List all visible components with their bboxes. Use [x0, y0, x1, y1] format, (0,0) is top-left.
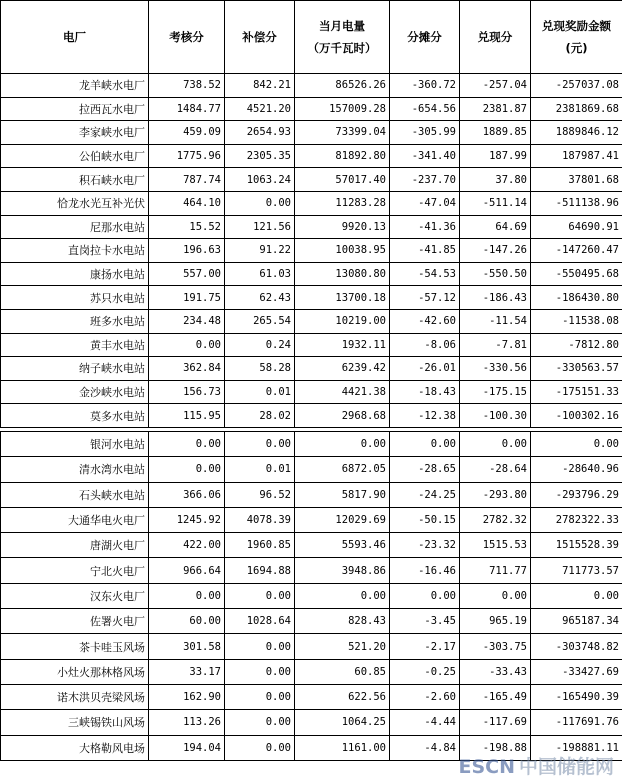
cell-assessment-score: 33.17 [149, 659, 225, 684]
header-monthly-energy-label: 当月电量 [319, 19, 365, 33]
cell-plant-name: 唐湖火电厂 [1, 533, 149, 558]
table-row [1, 286, 622, 310]
cell-allocation-score: 0.00 [390, 432, 460, 457]
cell-settlement-score: -303.75 [460, 634, 531, 659]
header-monthly-energy-unit: （万千瓦时） [307, 41, 377, 55]
cell-plant-name: 石头峡水电站 [1, 482, 149, 507]
cell-assessment-score: 0.00 [149, 457, 225, 482]
cell-assessment-score: 422.00 [149, 533, 225, 558]
cell-reward-amount: -33427.69 [531, 659, 622, 684]
table-row [1, 144, 622, 168]
cell-settlement-score: 1515.53 [460, 533, 531, 558]
table-row [1, 659, 622, 684]
cell-allocation-score: -2.17 [390, 634, 460, 659]
cell-settlement-score: -175.15 [460, 380, 531, 404]
cell-reward-amount: 0.00 [531, 583, 622, 608]
cell-assessment-score: 196.63 [149, 239, 225, 263]
cell-plant-name: 小灶火那林格风场 [1, 659, 149, 684]
header-settlement-score: 兑现分 [460, 1, 531, 74]
cell-settlement-score: 2782.32 [460, 507, 531, 532]
cell-compensation-score: 61.03 [225, 262, 295, 286]
settlement-table-bottom [0, 431, 622, 761]
cell-settlement-score: -293.80 [460, 482, 531, 507]
cell-monthly-energy: 12029.69 [295, 507, 390, 532]
cell-monthly-energy: 10038.95 [295, 239, 390, 263]
cell-plant-name: 银河水电站 [1, 432, 149, 457]
cell-compensation-score: 1028.64 [225, 609, 295, 634]
cell-plant-name: 汉东火电厂 [1, 583, 149, 608]
cell-reward-amount: 64690.91 [531, 215, 622, 239]
cell-assessment-score: 301.58 [149, 634, 225, 659]
cell-settlement-score: 965.19 [460, 609, 531, 634]
cell-reward-amount: -511138.96 [531, 191, 622, 215]
cell-assessment-score: 234.48 [149, 309, 225, 333]
cell-assessment-score: 113.26 [149, 710, 225, 735]
header-reward-amount [531, 1, 622, 74]
cell-reward-amount: -198881.11 [531, 735, 622, 760]
cell-plant-name: 诺木洪贝壳梁风场 [1, 684, 149, 709]
cell-assessment-score: 162.90 [149, 684, 225, 709]
cell-allocation-score: -2.60 [390, 684, 460, 709]
cell-allocation-score: -41.85 [390, 239, 460, 263]
cell-monthly-energy: 60.85 [295, 659, 390, 684]
cell-reward-amount: 2381869.68 [531, 97, 622, 121]
cell-compensation-score: 62.43 [225, 286, 295, 310]
cell-assessment-score: 787.74 [149, 168, 225, 192]
cell-reward-amount: -257037.08 [531, 74, 622, 98]
cell-plant-name: 康扬水电站 [1, 262, 149, 286]
cell-monthly-energy: 73399.04 [295, 121, 390, 145]
cell-reward-amount: 1889846.12 [531, 121, 622, 145]
cell-monthly-energy: 157009.28 [295, 97, 390, 121]
cell-settlement-score: -186.43 [460, 286, 531, 310]
table-row [1, 97, 622, 121]
table-row [1, 309, 622, 333]
cell-allocation-score: -24.25 [390, 482, 460, 507]
cell-allocation-score: -28.65 [390, 457, 460, 482]
cell-allocation-score: 0.00 [390, 583, 460, 608]
cell-plant-name: 班多水电站 [1, 309, 149, 333]
cell-settlement-score: -117.69 [460, 710, 531, 735]
cell-reward-amount: -11538.08 [531, 309, 622, 333]
cell-assessment-score: 464.10 [149, 191, 225, 215]
cell-settlement-score: 0.00 [460, 583, 531, 608]
cell-assessment-score: 0.00 [149, 333, 225, 357]
cell-monthly-energy: 5817.90 [295, 482, 390, 507]
cell-plant-name: 金沙峡水电站 [1, 380, 149, 404]
cell-reward-amount: 1515528.39 [531, 533, 622, 558]
cell-plant-name: 大格勒风电场 [1, 735, 149, 760]
cell-compensation-score: 4521.20 [225, 97, 295, 121]
cell-monthly-energy: 5593.46 [295, 533, 390, 558]
cell-settlement-score: -257.04 [460, 74, 531, 98]
cell-reward-amount: -330563.57 [531, 357, 622, 381]
cell-compensation-score: 0.00 [225, 684, 295, 709]
table-row [1, 239, 622, 263]
cell-plant-name: 茶卡哇玉风场 [1, 634, 149, 659]
cell-settlement-score: 711.77 [460, 558, 531, 583]
cell-compensation-score: 0.00 [225, 659, 295, 684]
cell-compensation-score: 4078.39 [225, 507, 295, 532]
watermark-brand: ESCN [458, 756, 515, 778]
table-row [1, 333, 622, 357]
cell-reward-amount: 711773.57 [531, 558, 622, 583]
cell-assessment-score: 0.00 [149, 432, 225, 457]
cell-reward-amount: -28640.96 [531, 457, 622, 482]
cell-compensation-score: 96.52 [225, 482, 295, 507]
cell-compensation-score: 0.00 [225, 634, 295, 659]
cell-reward-amount: -550495.68 [531, 262, 622, 286]
cell-settlement-score: 64.69 [460, 215, 531, 239]
cell-settlement-score: -28.64 [460, 457, 531, 482]
cell-assessment-score: 0.00 [149, 583, 225, 608]
header-compensation: 补偿分 [225, 1, 295, 74]
cell-monthly-energy: 11283.28 [295, 191, 390, 215]
cell-settlement-score: -100.30 [460, 404, 531, 428]
cell-allocation-score: -23.32 [390, 533, 460, 558]
cell-monthly-energy: 1161.00 [295, 735, 390, 760]
cell-settlement-score: -165.49 [460, 684, 531, 709]
cell-plant-name: 黄丰水电站 [1, 333, 149, 357]
cell-settlement-score: 0.00 [460, 432, 531, 457]
cell-compensation-score: 0.00 [225, 583, 295, 608]
table-row [1, 507, 622, 532]
cell-compensation-score: 121.56 [225, 215, 295, 239]
cell-settlement-score: 187.99 [460, 144, 531, 168]
cell-assessment-score: 1775.96 [149, 144, 225, 168]
cell-monthly-energy: 1064.25 [295, 710, 390, 735]
cell-allocation-score: -654.56 [390, 97, 460, 121]
cell-assessment-score: 557.00 [149, 262, 225, 286]
cell-monthly-energy: 13080.80 [295, 262, 390, 286]
table-row [1, 168, 622, 192]
cell-compensation-score: 842.21 [225, 74, 295, 98]
cell-allocation-score: -4.84 [390, 735, 460, 760]
cell-plant-name: 拉西瓦水电厂 [1, 97, 149, 121]
cell-assessment-score: 191.75 [149, 286, 225, 310]
cell-assessment-score: 60.00 [149, 609, 225, 634]
cell-assessment-score: 459.09 [149, 121, 225, 145]
cell-allocation-score: -42.60 [390, 309, 460, 333]
cell-allocation-score: -54.53 [390, 262, 460, 286]
cell-settlement-score: -7.81 [460, 333, 531, 357]
table-row [1, 533, 622, 558]
cell-plant-name: 莫多水电站 [1, 404, 149, 428]
cell-allocation-score: -18.43 [390, 380, 460, 404]
cell-reward-amount: 37801.68 [531, 168, 622, 192]
cell-plant-name: 清水湾水电站 [1, 457, 149, 482]
cell-monthly-energy: 4421.38 [295, 380, 390, 404]
cell-assessment-score: 1245.92 [149, 507, 225, 532]
cell-settlement-score: -198.88 [460, 735, 531, 760]
cell-settlement-score: -147.26 [460, 239, 531, 263]
cell-assessment-score: 362.84 [149, 357, 225, 381]
cell-plant-name: 恰龙水光互补光伏 [1, 191, 149, 215]
cell-allocation-score: -41.36 [390, 215, 460, 239]
cell-settlement-score: 2381.87 [460, 97, 531, 121]
table-row [1, 215, 622, 239]
header-reward-amount-label: 兑现奖励金额 [542, 19, 611, 33]
cell-allocation-score: -47.04 [390, 191, 460, 215]
watermark-site: 中国储能网 [518, 756, 614, 778]
cell-assessment-score: 1484.77 [149, 97, 225, 121]
cell-monthly-energy: 57017.40 [295, 168, 390, 192]
cell-monthly-energy: 6872.05 [295, 457, 390, 482]
cell-compensation-score: 0.00 [225, 735, 295, 760]
cell-plant-name: 三峡锡铁山风场 [1, 710, 149, 735]
header-allocation: 分摊分 [390, 1, 460, 74]
cell-monthly-energy: 521.20 [295, 634, 390, 659]
cell-plant-name: 龙羊峡水电厂 [1, 74, 149, 98]
cell-reward-amount: -165490.39 [531, 684, 622, 709]
cell-plant-name: 纳子峡水电站 [1, 357, 149, 381]
cell-assessment-score: 738.52 [149, 74, 225, 98]
cell-reward-amount: -186430.80 [531, 286, 622, 310]
cell-compensation-score: 58.28 [225, 357, 295, 381]
table-row [1, 634, 622, 659]
cell-compensation-score: 0.00 [225, 432, 295, 457]
cell-assessment-score: 194.04 [149, 735, 225, 760]
table-row [1, 404, 622, 428]
cell-compensation-score: 1063.24 [225, 168, 295, 192]
cell-monthly-energy: 86526.26 [295, 74, 390, 98]
cell-reward-amount: 965187.34 [531, 609, 622, 634]
cell-allocation-score: -50.15 [390, 507, 460, 532]
table-row [1, 583, 622, 608]
cell-plant-name: 李家峡水电厂 [1, 121, 149, 145]
cell-compensation-score: 265.54 [225, 309, 295, 333]
cell-allocation-score: -3.45 [390, 609, 460, 634]
cell-reward-amount: -100302.16 [531, 404, 622, 428]
cell-assessment-score: 15.52 [149, 215, 225, 239]
cell-reward-amount: 2782322.33 [531, 507, 622, 532]
header-row [1, 1, 622, 74]
table-row [1, 684, 622, 709]
cell-settlement-score: 1889.85 [460, 121, 531, 145]
cell-compensation-score: 0.01 [225, 380, 295, 404]
cell-compensation-score: 0.00 [225, 191, 295, 215]
cell-compensation-score: 2305.35 [225, 144, 295, 168]
cell-assessment-score: 115.95 [149, 404, 225, 428]
cell-monthly-energy: 828.43 [295, 609, 390, 634]
table-row [1, 558, 622, 583]
cell-plant-name: 积石峡水电厂 [1, 168, 149, 192]
cell-allocation-score: -237.70 [390, 168, 460, 192]
table-row [1, 357, 622, 381]
cell-allocation-score: -12.38 [390, 404, 460, 428]
header-plant: 电厂 [1, 1, 149, 74]
header-monthly-energy [295, 1, 390, 74]
cell-allocation-score: -0.25 [390, 659, 460, 684]
cell-plant-name: 大通华电火电厂 [1, 507, 149, 532]
cell-monthly-energy: 81892.80 [295, 144, 390, 168]
cell-assessment-score: 366.06 [149, 482, 225, 507]
cell-settlement-score: -511.14 [460, 191, 531, 215]
cell-settlement-score: -11.54 [460, 309, 531, 333]
cell-plant-name: 直岗拉卡水电站 [1, 239, 149, 263]
table-row [1, 432, 622, 457]
cell-allocation-score: -57.12 [390, 286, 460, 310]
cell-reward-amount: -175151.33 [531, 380, 622, 404]
cell-reward-amount: -293796.29 [531, 482, 622, 507]
cell-compensation-score: 91.22 [225, 239, 295, 263]
cell-monthly-energy: 622.56 [295, 684, 390, 709]
cell-settlement-score: -33.43 [460, 659, 531, 684]
cell-assessment-score: 966.64 [149, 558, 225, 583]
table-row [1, 380, 622, 404]
cell-monthly-energy: 1932.11 [295, 333, 390, 357]
cell-allocation-score: -341.40 [390, 144, 460, 168]
cell-allocation-score: -8.06 [390, 333, 460, 357]
cell-monthly-energy: 9920.13 [295, 215, 390, 239]
cell-plant-name: 苏只水电站 [1, 286, 149, 310]
cell-reward-amount: 187987.41 [531, 144, 622, 168]
cell-allocation-score: -305.99 [390, 121, 460, 145]
cell-settlement-score: -330.56 [460, 357, 531, 381]
header-reward-amount-unit: (元) [565, 41, 588, 55]
cell-reward-amount: -303748.82 [531, 634, 622, 659]
table-row [1, 710, 622, 735]
table-row [1, 74, 622, 98]
cell-monthly-energy: 0.00 [295, 583, 390, 608]
cell-monthly-energy: 10219.00 [295, 309, 390, 333]
cell-reward-amount: -147260.47 [531, 239, 622, 263]
cell-compensation-score: 0.01 [225, 457, 295, 482]
watermark [458, 752, 614, 779]
cell-compensation-score: 0.24 [225, 333, 295, 357]
cell-compensation-score: 28.02 [225, 404, 295, 428]
cell-monthly-energy: 13700.18 [295, 286, 390, 310]
table-row [1, 457, 622, 482]
cell-allocation-score: -360.72 [390, 74, 460, 98]
table-row [1, 262, 622, 286]
table-row [1, 482, 622, 507]
cell-monthly-energy: 3948.86 [295, 558, 390, 583]
cell-monthly-energy: 6239.42 [295, 357, 390, 381]
cell-plant-name: 尼那水电站 [1, 215, 149, 239]
table-row [1, 121, 622, 145]
cell-plant-name: 宁北火电厂 [1, 558, 149, 583]
cell-reward-amount: 0.00 [531, 432, 622, 457]
table-row [1, 191, 622, 215]
cell-settlement-score: -550.50 [460, 262, 531, 286]
cell-compensation-score: 0.00 [225, 710, 295, 735]
cell-compensation-score: 1694.88 [225, 558, 295, 583]
cell-allocation-score: -16.46 [390, 558, 460, 583]
cell-compensation-score: 1960.85 [225, 533, 295, 558]
cell-plant-name: 公伯峡水电厂 [1, 144, 149, 168]
header-assessment: 考核分 [149, 1, 225, 74]
cell-monthly-energy: 2968.68 [295, 404, 390, 428]
cell-reward-amount: -7812.80 [531, 333, 622, 357]
cell-settlement-score: 37.80 [460, 168, 531, 192]
cell-plant-name: 佐署火电厂 [1, 609, 149, 634]
cell-reward-amount: -117691.76 [531, 710, 622, 735]
cell-compensation-score: 2654.93 [225, 121, 295, 145]
cell-allocation-score: -26.01 [390, 357, 460, 381]
cell-monthly-energy: 0.00 [295, 432, 390, 457]
cell-assessment-score: 156.73 [149, 380, 225, 404]
cell-allocation-score: -4.44 [390, 710, 460, 735]
table-row [1, 609, 622, 634]
